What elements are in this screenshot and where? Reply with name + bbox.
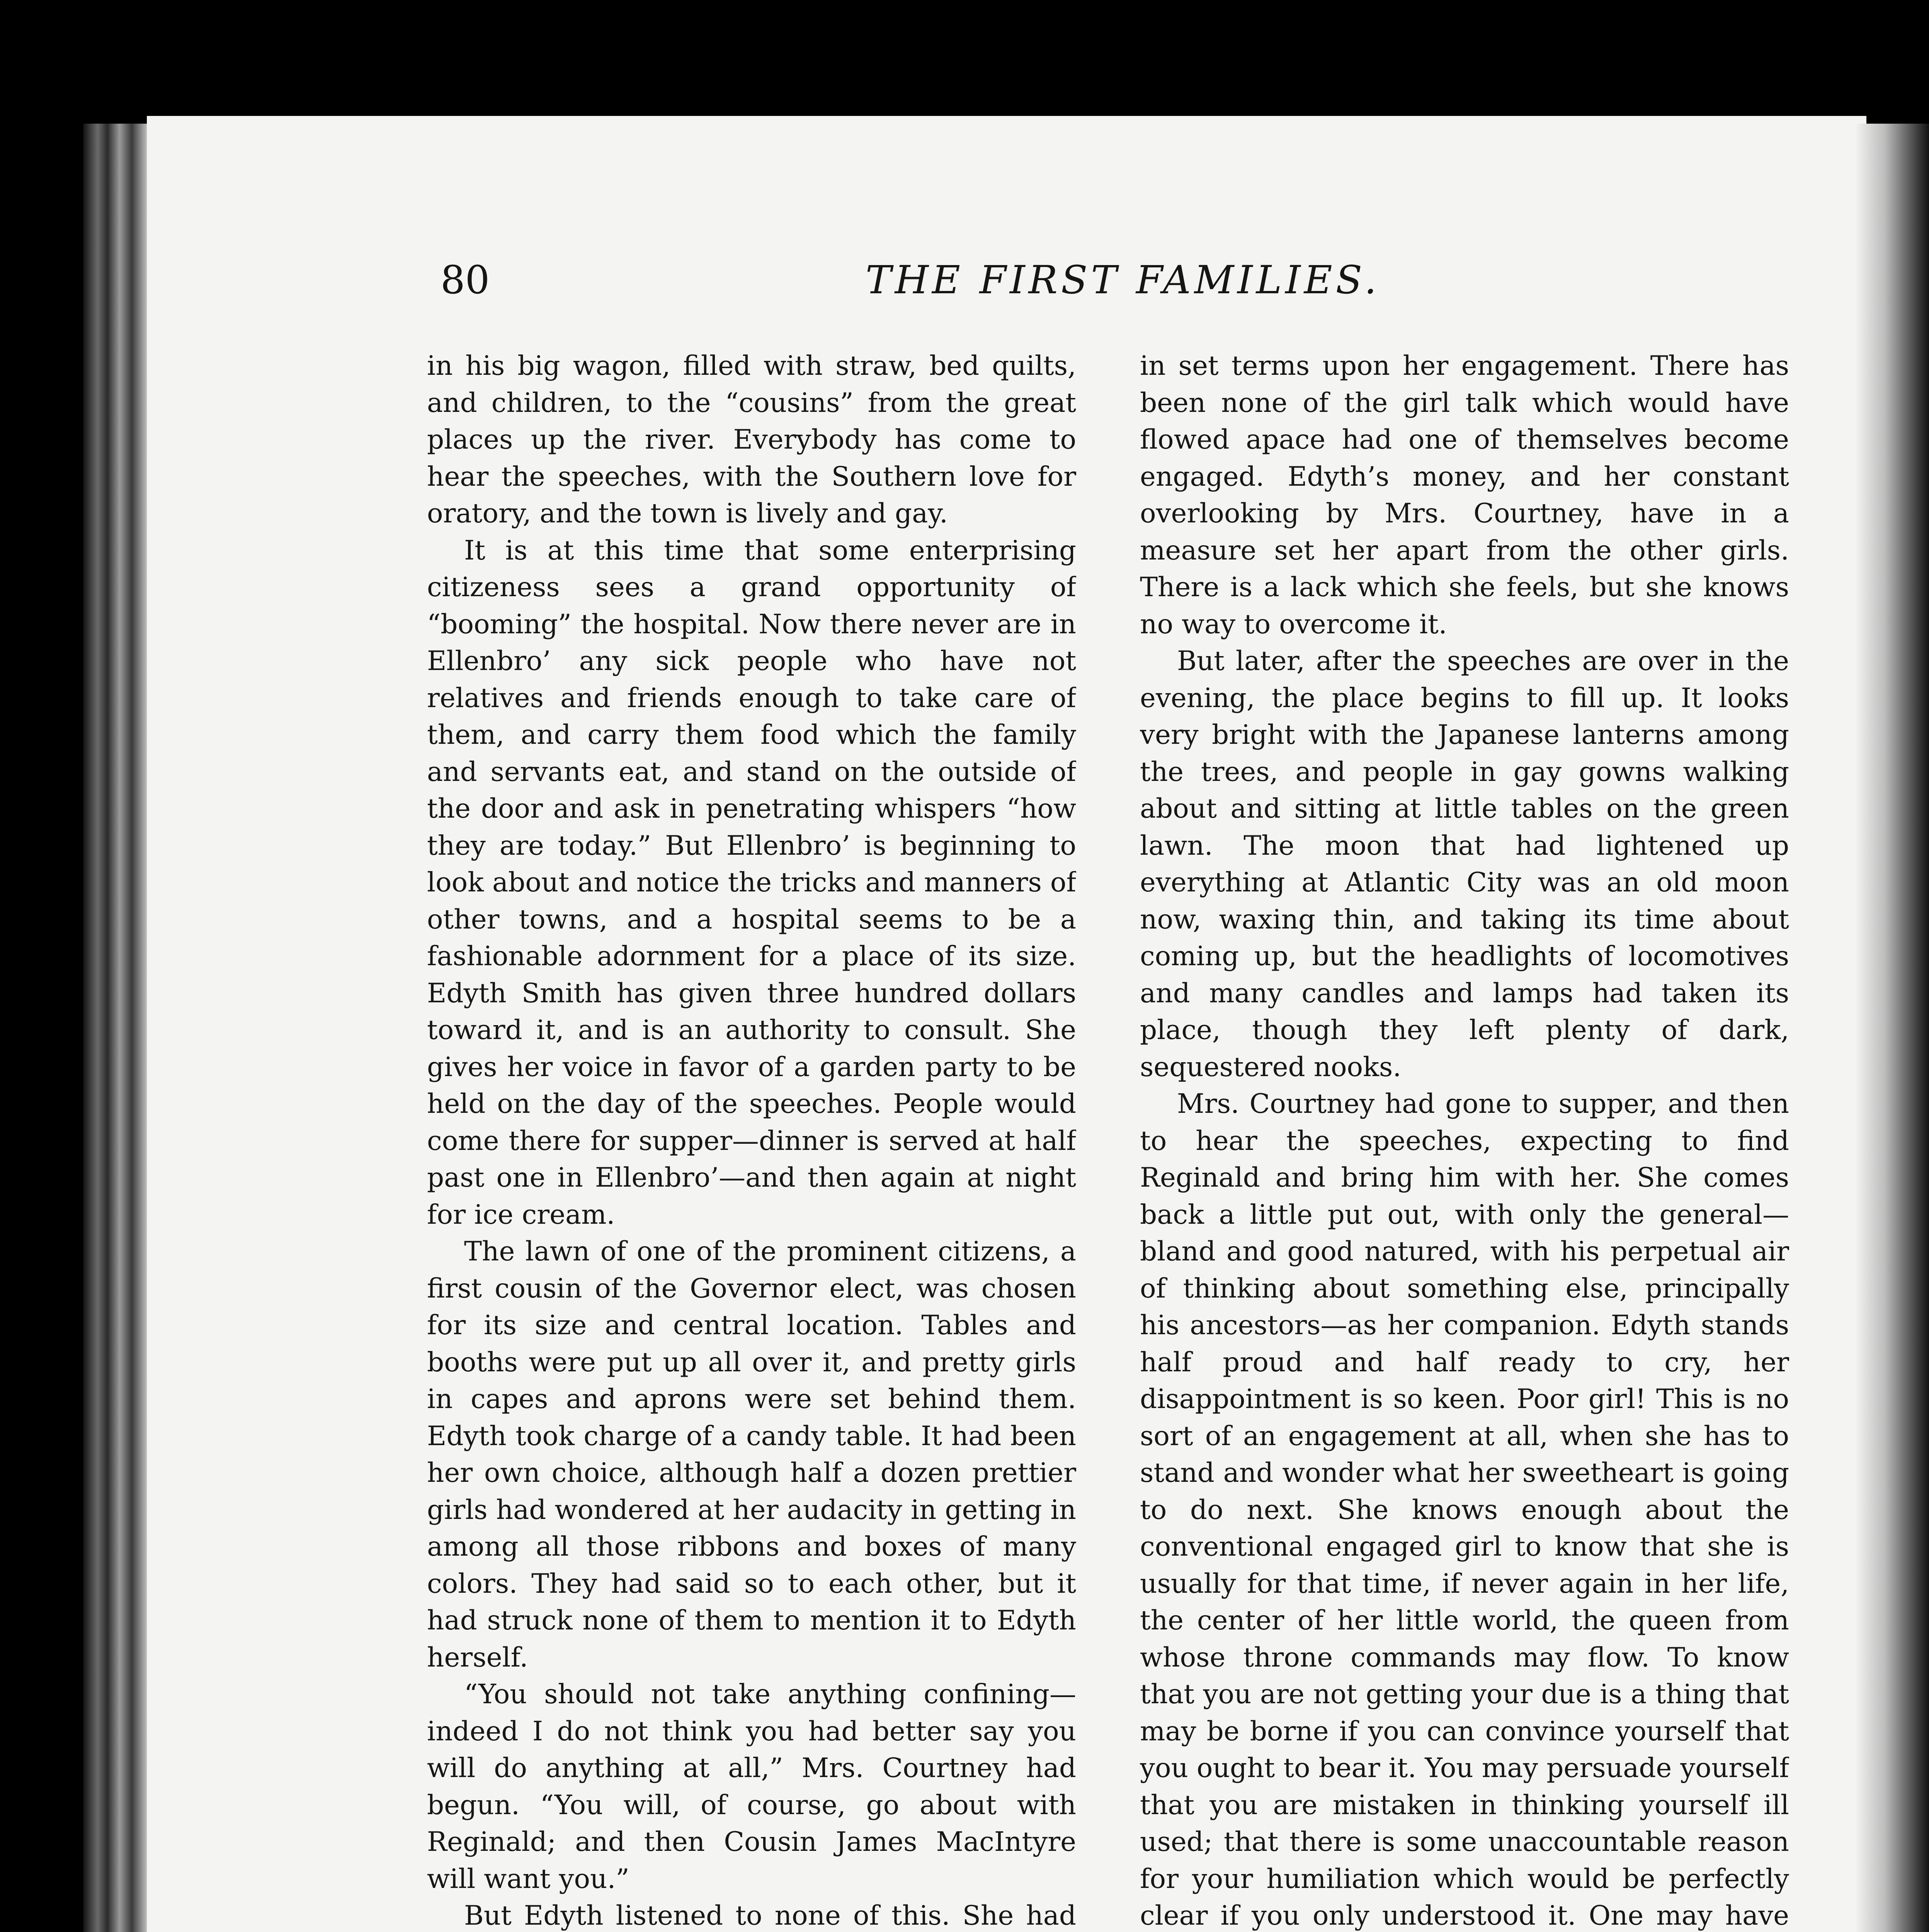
paragraph: “You should not take anything confining—indeed I do not think you had better say you will do anything at all,” Mrs. Courtney had begun. “You will, of course, go about with Reginald; and then Cousin James MacIntyre will want you.”: [427, 1679, 1076, 1895]
paragraph: The lawn of one of the prominent citizens, a first cousin of the Governor elect, was chosen for its size and central location. Tables and booths were put up all over it, and pretty girls in capes and aprons were set behind them. Edyth took charge of a candy table. It had been her own choice, although half a dozen prettier girls had wondered at her audacity in getting in among all those ribbons and boxes of many colors. They had said so to each other, but it had struck none of them to mention it to Edyth herself.: [427, 1236, 1076, 1673]
paragraph: in set terms upon her engagement. There has been none of the girl talk which would have flowed apace had one of themselves become engaged. Edyth’s money, and her constant overlooking by Mrs. Courtney, have in a measure set her apart from the other girls. There is a lack which she feels, but she knows no way to overcome it.: [1140, 350, 1789, 640]
paragraph: It is at this time that some enterprising citizeness sees a grand opportunity of “booming” the hospital. Now there never are in Ellenbro’ any sick people who have not relatives and friends enough to take care of them, and carry them food which the family and servants eat, and stand on the outside of the door and ask in penetrating whispers “how they are today.” But Ellenbro’ is beginning to look about and notice the tricks and manners of other towns, and a hospital seems to be a fashionable adornment for a place of its size. Edyth Smith has given three hundred dollars toward it, and is an authority to consult. She gives her voice in favor of a garden party to be held on the day of the speeches. People would come there for supper—dinner is served at half past one in Ellenbro’—and then again at night for ice cream.: [427, 535, 1076, 1230]
page-header: [441, 255, 1407, 309]
paragraph: in his big wagon, filled with straw, bed quilts, and children, to the “cousins” from the great places up the river. Everybody has come to hear the speeches, with the Southern love for oratory, and the town is lively and gay.: [427, 350, 1076, 529]
paragraph: But later, after the speeches are over in the evening, the place begins to fill up. It looks very bright with the Japanese lanterns among the trees, and people in gay gowns walking about and sitting at little tables on the green lawn. The moon that had lightened up everything at Atlantic City was an old moon now, waxing thin, and taking its time about coming up, but the headlights of locomotives and many candles and lamps had taken its place, though they left plenty of dark, sequestered nooks.: [1140, 646, 1789, 1083]
left-column: [427, 348, 1076, 1932]
paragraph: But Edyth listened to none of this. She had: [464, 1900, 1076, 1931]
page-gutter-shadow: [1855, 124, 1929, 1932]
paragraph: Mrs. Courtney had gone to supper, and then to hear the speeches, expecting to find Reginald and bring him with her. She comes back a little put out, with only the general—bland and good natured, with his perpetual air of thinking about something else, principally his ancestors—as her companion. Edyth stands half proud and half ready to cry, her disappointment is so keen. Poor girl! This is no sort of an engagement at all, when she has to stand and wonder what her sweetheart is going to do next. She knows enough about the conventional engaged girl to know that she is usually for that time, if never again in her life, the center of her little world, the queen from whose throne commands may flow. To know that you are not getting your due is a thing that may be borne if you can convince yourself that you ought to bear it. You may persuade yourself that you are mistaken in thinking yourself ill used; that there is some unaccountable reason for your humiliation which would be perfectly clear if you only understood it. One may have: [1140, 1088, 1789, 1931]
page-number: 80: [441, 257, 490, 303]
running-title: THE FIRST FAMILIES.: [866, 257, 1380, 303]
right-column: [1140, 348, 1789, 1932]
